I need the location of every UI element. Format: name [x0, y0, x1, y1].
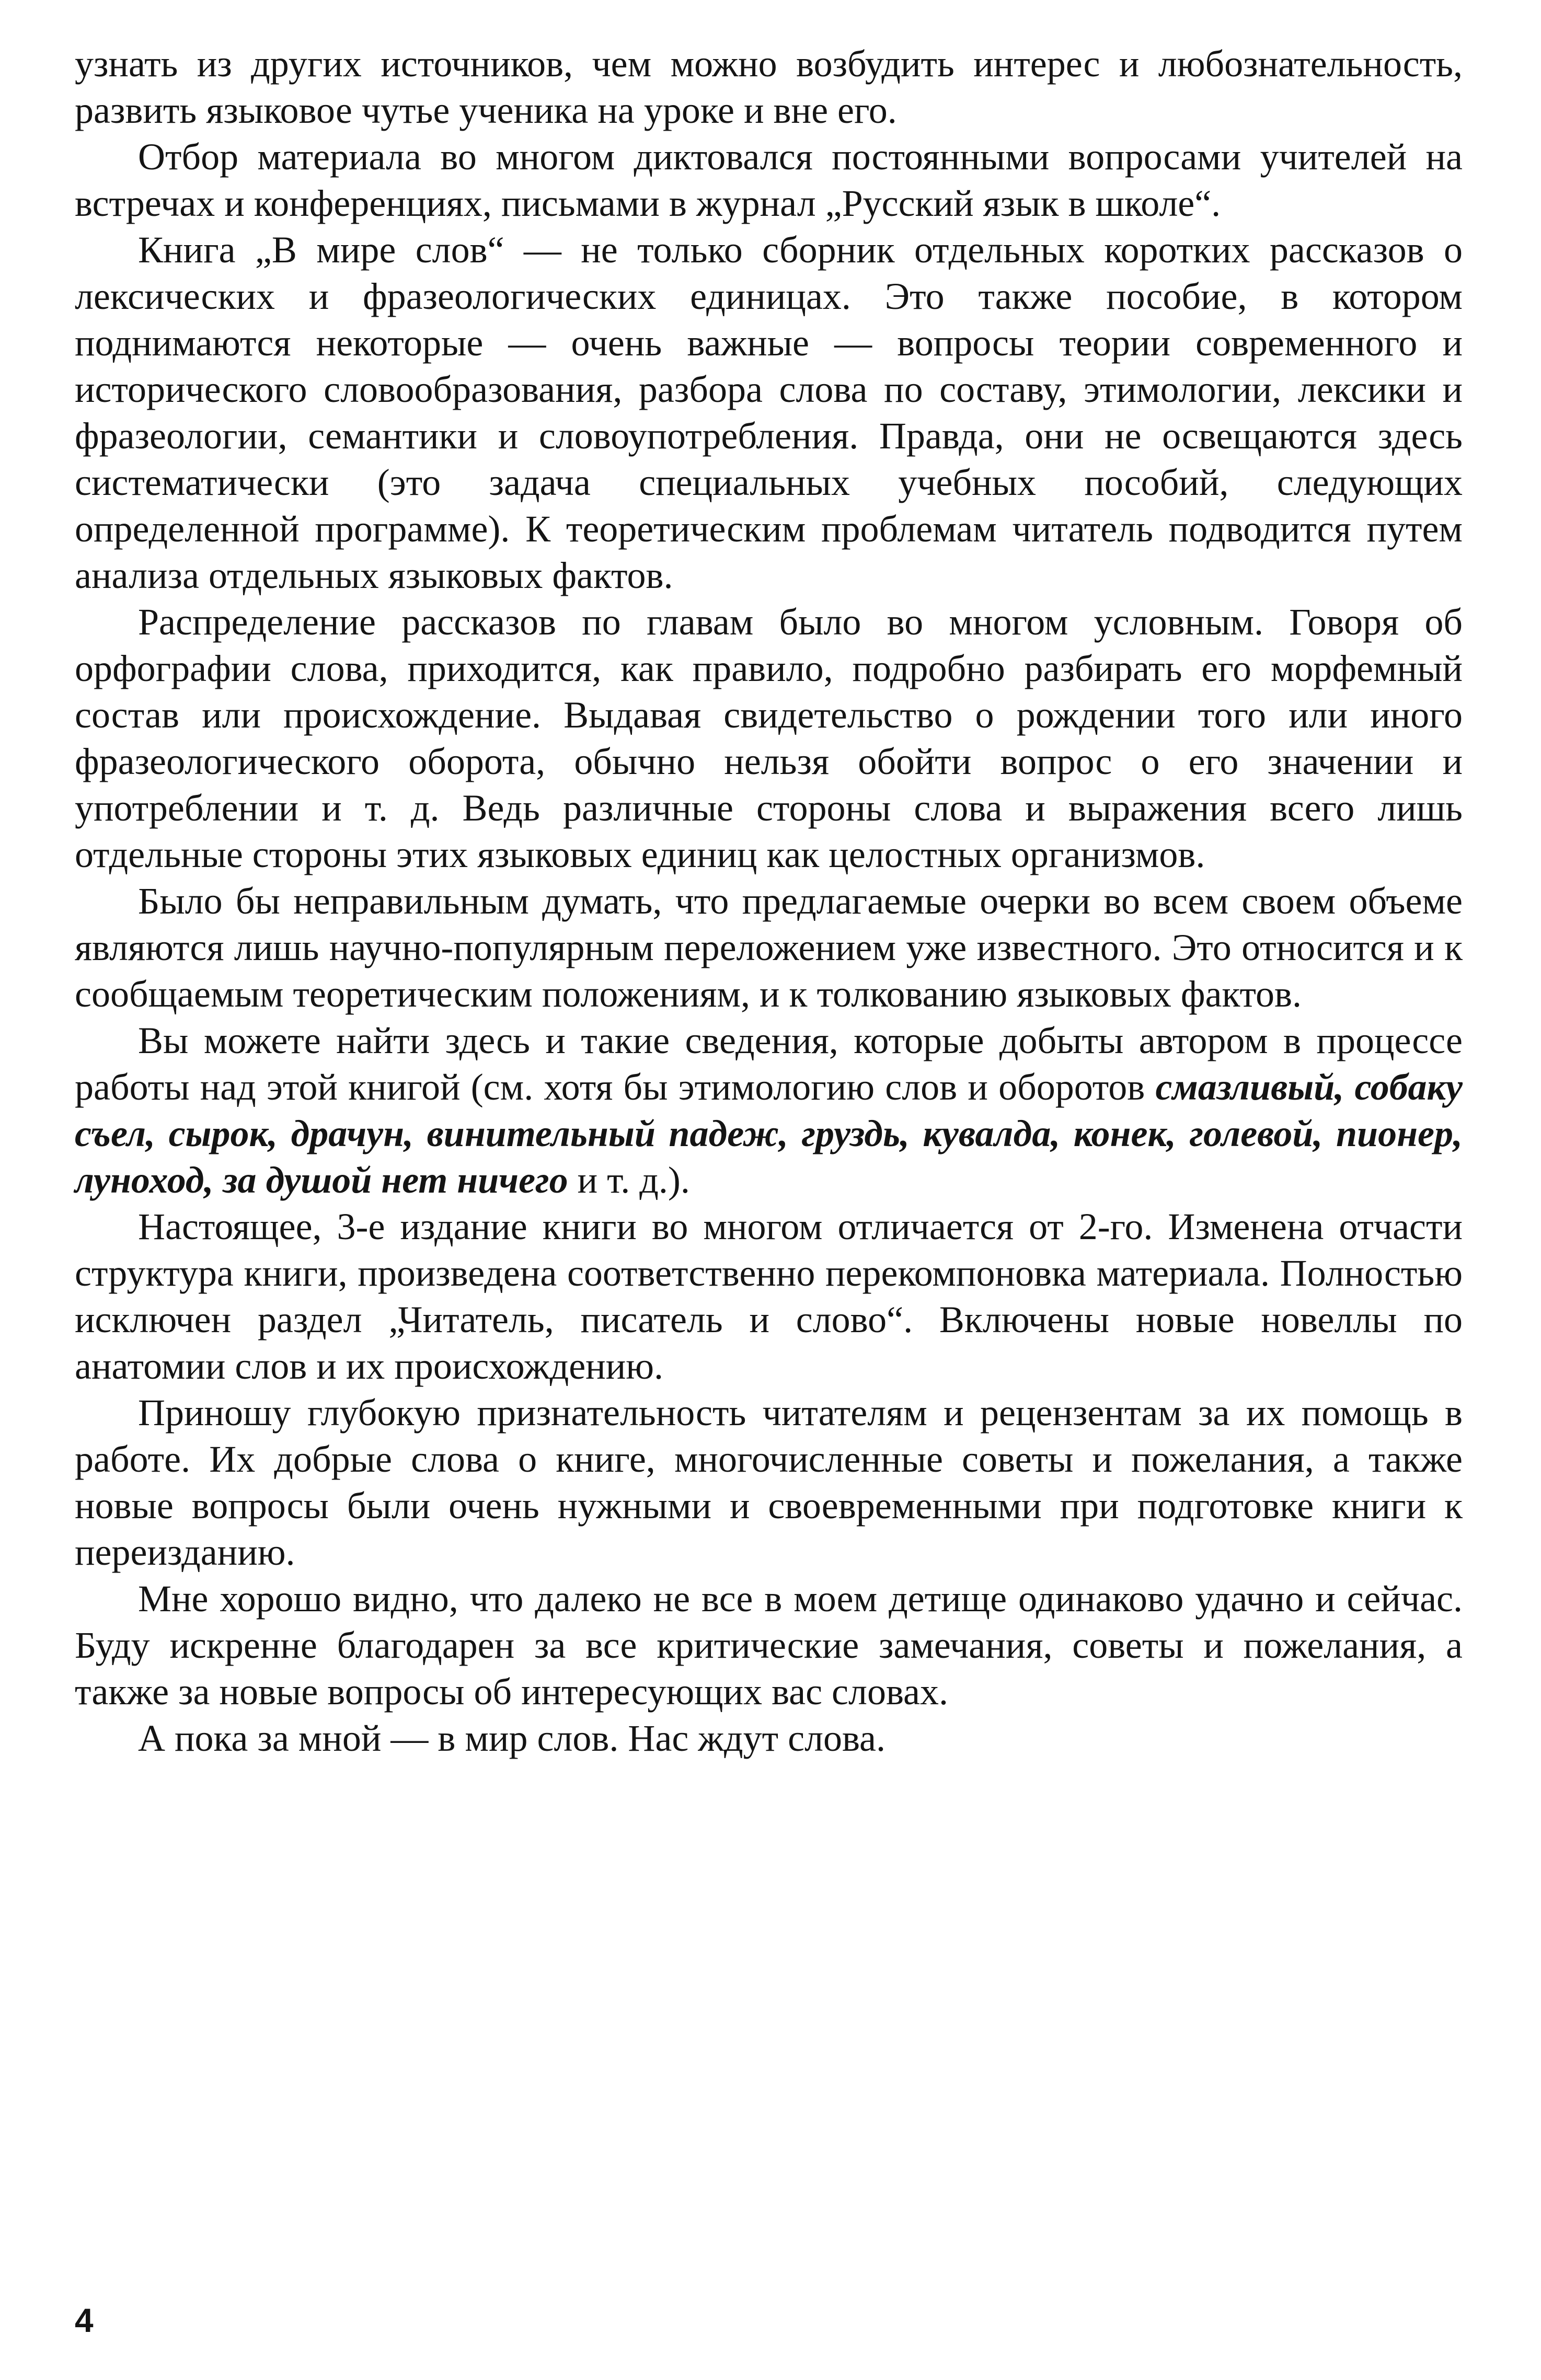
paragraph [75, 1204, 1463, 1390]
paragraph [75, 599, 1463, 878]
paragraph-text: А пока за мной — в мир слов. Нас ждут слова. [138, 1717, 886, 1759]
paragraph [75, 1018, 1463, 1204]
page-number: 4 [75, 2302, 94, 2339]
paragraph-text: Книга „В мире слов“ — не только сборник отдельных коротких рассказов о лексических и фразеологических единицах. Это также пособие, в котором поднимаются некоторые — очень важные — вопросы теории современного и исторического словообразования, разбора слова по составу, этимологии, лексики и фразеологии, семантики и словоупотребления. Правда, они не освещаются здесь систематически (это задача специальных учебных пособий, следующих определенной программе). К теоретическим проблемам читатель подводится путем анализа отдельных языковых фактов. [75, 229, 1463, 596]
paragraph [75, 1576, 1463, 1715]
paragraph [75, 227, 1463, 599]
paragraph [75, 41, 1463, 134]
paragraph-text: узнать из других источников, чем можно возбудить интерес и любознательность, развить языковое чутье ученика на уроке и вне его. [75, 43, 1463, 131]
body-text [75, 41, 1463, 1762]
paragraph-text: Мне хорошо видно, что далеко не все в моем детище одинаково удачно и сейчас. Буду искренне благодарен за все критические замечания, советы и пожелания, а также за новые вопросы об интересующих вас словах. [75, 1578, 1463, 1713]
paragraph [75, 134, 1463, 227]
paragraph-text: Распределение рассказов по главам было во многом условным. Говоря об орфографии слова, приходится, как правило, подробно разбирать его морфемный состав или происхождение. Выдавая свидетельство о рождении того или иного фразеологического оборота, обычно нельзя обойти вопрос о его значении и употреблении и т. д. Ведь различные стороны слова и выражения всего лишь отдельные стороны этих языковых единиц как целостных организмов. [75, 601, 1463, 875]
italic-term-list: смазливый, собаку съел, сырок, драчун, винительный падеж, груздь, кувалда, конек, голевой, пионер, луноход, за душой нет ничего [75, 1066, 1463, 1201]
paragraph-text: Вы можете найти здесь и такие сведения, которые добыты автором в процессе работы над этой книгой (см. хотя бы этимологию слов и оборотов [75, 1020, 1463, 1108]
paragraph-text: Настоящее, 3-е издание книги во многом отличается от 2-го. Изменена отчасти структура книги, произведена соответственно перекомпоновка материала. Полностью исключен раздел „Читатель, писатель и слово“. Включены новые новеллы по анатомии слов и их происхождению. [75, 1206, 1463, 1387]
paragraph [75, 1390, 1463, 1576]
paragraph [75, 1715, 1463, 1762]
paragraph-text: Приношу глубокую признательность читателям и рецензентам за их помощь в работе. Их добрые слова о книге, многочисленные советы и пожелания, а также новые вопросы были очень нужными и своевременными при подготовке книги к переизданию. [75, 1392, 1463, 1573]
paragraph-text: Было бы неправильным думать, что предлагаемые очерки во всем своем объеме являются лишь научно-популярным переложением уже известного. Это относится и к сообщаемым теоретическим положениям, и к толкованию языковых фактов. [75, 880, 1463, 1015]
paragraph-text: и т. д.). [568, 1159, 690, 1201]
paragraph [75, 878, 1463, 1018]
paragraph-text: Отбор материала во многом диктовался постоянными вопросами учителей на встречах и конференциях, письмами в журнал „Русский язык в школе“. [75, 136, 1463, 224]
